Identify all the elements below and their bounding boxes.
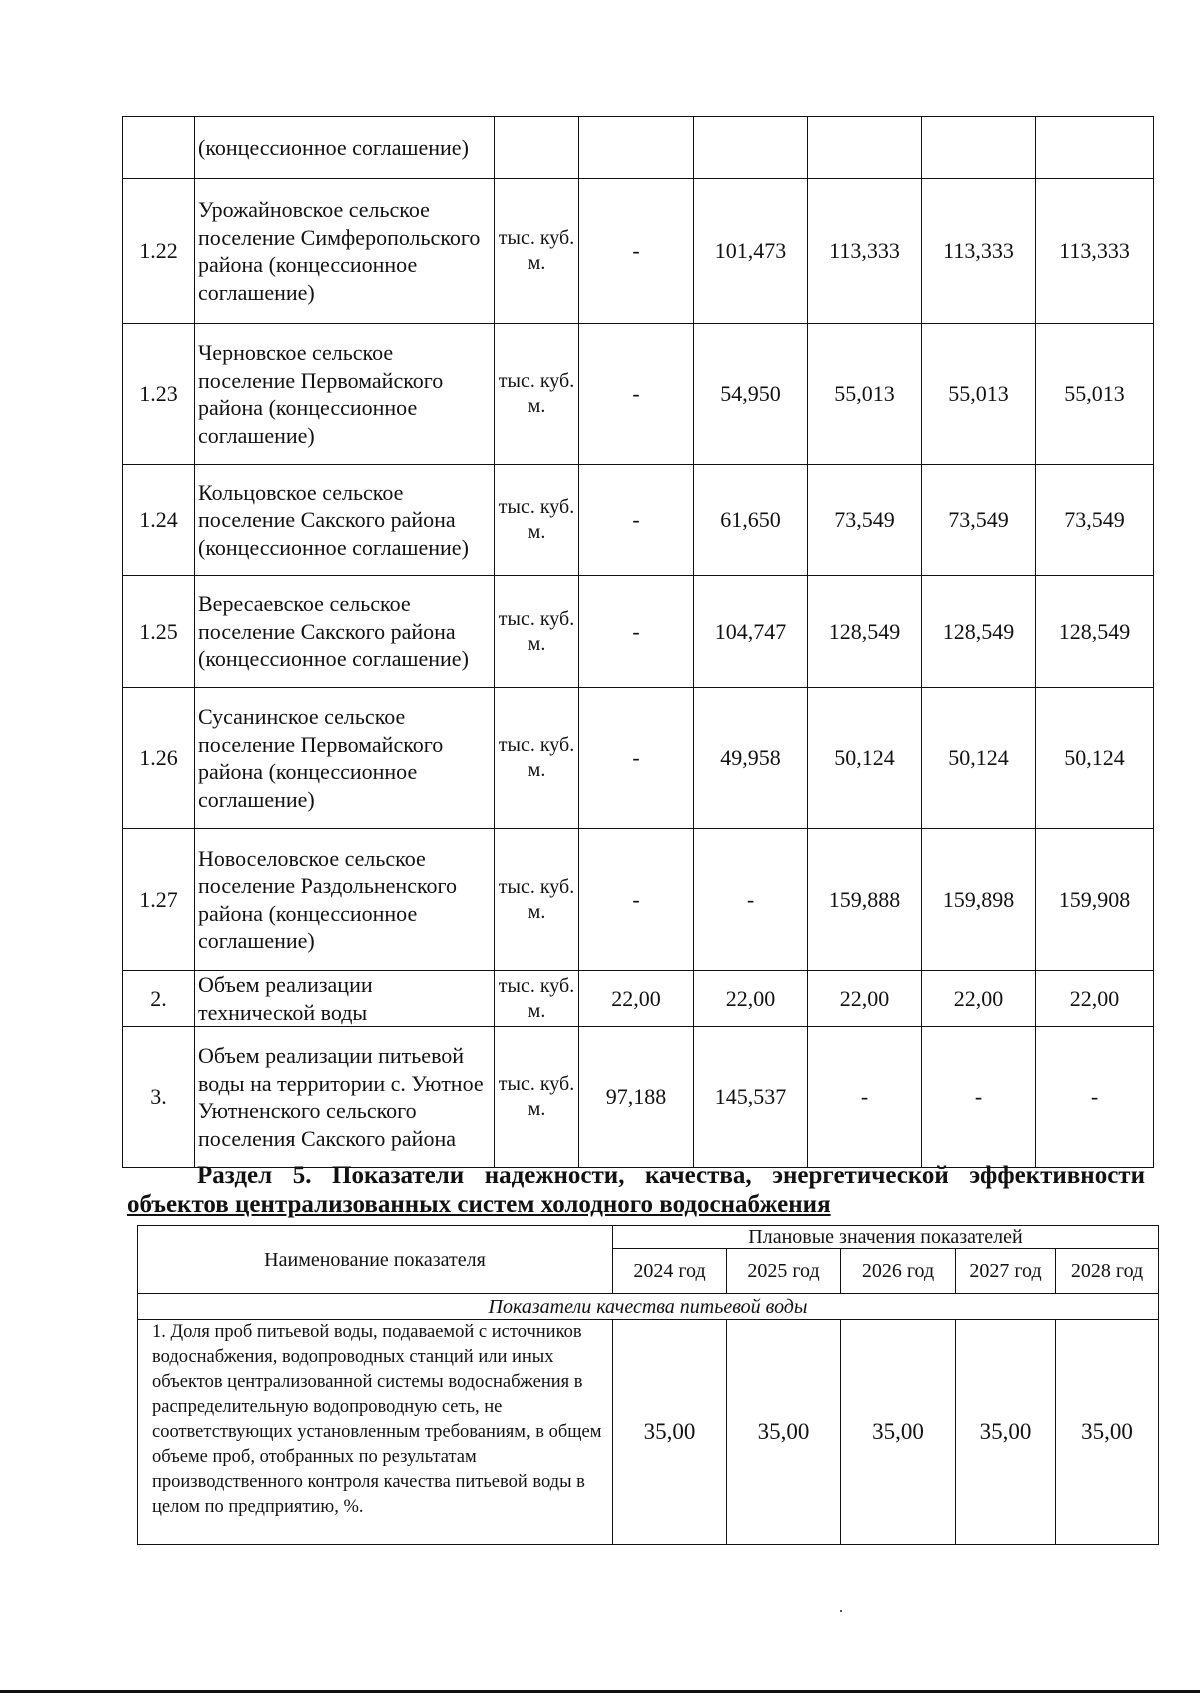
group-title: Показатели качества питьевой воды	[138, 1294, 1159, 1320]
row-number: 2.	[123, 971, 195, 1027]
indicator-value: 35,00	[841, 1320, 956, 1545]
table-row	[123, 829, 1154, 971]
row-number: 1.22	[123, 179, 195, 324]
indicator-value: 35,00	[727, 1320, 841, 1545]
row-value: 50,124	[808, 688, 922, 829]
row-name: Объем реализации технической воды	[195, 971, 495, 1027]
row-value: 22,00	[694, 971, 808, 1027]
row-unit: тыс. куб. м.	[495, 324, 579, 465]
table-row	[138, 1320, 1159, 1545]
water-volume-table	[122, 116, 1154, 1168]
row-unit: тыс. куб. м.	[495, 576, 579, 688]
row-name: Кольцовское сельское поселение Сакского района (концессионное соглашение)	[195, 465, 495, 576]
row-value: -	[579, 465, 694, 576]
row-value: 101,473	[694, 179, 808, 324]
table-row	[123, 465, 1154, 576]
row-unit: тыс. куб. м.	[495, 688, 579, 829]
row-value: 22,00	[579, 971, 694, 1027]
table-row	[123, 576, 1154, 688]
row-value: 73,549	[922, 465, 1036, 576]
row-value: 73,549	[808, 465, 922, 576]
row-value: 113,333	[808, 179, 922, 324]
row-value: 22,00	[922, 971, 1036, 1027]
row-value	[1036, 117, 1154, 179]
row-unit: тыс. куб. м.	[495, 179, 579, 324]
row-unit	[495, 117, 579, 179]
section-heading	[127, 1161, 1145, 1219]
indicator-value: 35,00	[613, 1320, 727, 1545]
row-value: 61,650	[694, 465, 808, 576]
row-value: 159,888	[808, 829, 922, 971]
row-value: 49,958	[694, 688, 808, 829]
row-name: Сусанинское сельское поселение Первомайского района (концессионное соглашение)	[195, 688, 495, 829]
row-value: -	[579, 688, 694, 829]
header-year: 2026 год	[841, 1249, 956, 1294]
row-name: Урожайновское сельское поселение Симферопольского района (концессионное соглашение)	[195, 179, 495, 324]
row-value: 104,747	[694, 576, 808, 688]
header-year: 2028 год	[1056, 1249, 1159, 1294]
row-number: 1.24	[123, 465, 195, 576]
row-value: -	[922, 1027, 1036, 1168]
row-value: 128,549	[808, 576, 922, 688]
row-value: -	[694, 829, 808, 971]
scan-speck	[840, 1610, 842, 1612]
row-name: Черновское сельское поселение Первомайского района (концессионное соглашение)	[195, 324, 495, 465]
row-value: 159,908	[1036, 829, 1154, 971]
table-row	[123, 324, 1154, 465]
row-unit: тыс. куб. м.	[495, 829, 579, 971]
row-value: -	[579, 179, 694, 324]
row-value: 22,00	[808, 971, 922, 1027]
row-unit: тыс. куб. м.	[495, 465, 579, 576]
table-row	[123, 179, 1154, 324]
row-value: 50,124	[1036, 688, 1154, 829]
row-value: 55,013	[1036, 324, 1154, 465]
row-number	[123, 117, 195, 179]
row-number: 1.27	[123, 829, 195, 971]
row-number: 1.23	[123, 324, 195, 465]
header-year: 2024 год	[613, 1249, 727, 1294]
header-planned-values: Плановые значения показателей	[613, 1226, 1159, 1249]
table-row	[123, 1027, 1154, 1168]
row-value: 50,124	[922, 688, 1036, 829]
section-heading-line-2: объектов централизованных систем холодного водоснабжения	[127, 1191, 831, 1218]
row-value: 22,00	[1036, 971, 1154, 1027]
row-value: -	[808, 1027, 922, 1168]
row-value: 97,188	[579, 1027, 694, 1168]
row-value: -	[579, 829, 694, 971]
header-indicator-name: Наименование показателя	[138, 1226, 613, 1294]
row-value: -	[579, 324, 694, 465]
row-value	[579, 117, 694, 179]
row-value: 159,898	[922, 829, 1036, 971]
indicator-value: 35,00	[1056, 1320, 1159, 1545]
row-value	[694, 117, 808, 179]
indicator-description: 1. Доля проб питьевой воды, подаваемой с источников водоснабжения, водопроводных станций или иных объектов централизованной системы водоснабжения в распределительную водопроводную сеть, не соответствующих установленным требованиям, в общем объеме проб, отобранных по результатам производственного контроля качества питьевой воды в целом по предприятию, %.	[138, 1320, 613, 1545]
header-year: 2027 год	[956, 1249, 1056, 1294]
table-row	[123, 688, 1154, 829]
row-unit: тыс. куб. м.	[495, 1027, 579, 1168]
row-value: 55,013	[922, 324, 1036, 465]
indicator-value: 35,00	[956, 1320, 1056, 1545]
row-value: 73,549	[1036, 465, 1154, 576]
row-value: 145,537	[694, 1027, 808, 1168]
row-number: 3.	[123, 1027, 195, 1168]
page-bottom-rule	[0, 1690, 1200, 1693]
row-number: 1.25	[123, 576, 195, 688]
section-heading-line-1: Раздел 5. Показатели надежности, качества, энергетической эффективности	[197, 1162, 1145, 1189]
table-row	[123, 117, 1154, 179]
table-row	[123, 971, 1154, 1027]
row-value: 55,013	[808, 324, 922, 465]
row-value: 128,549	[922, 576, 1036, 688]
row-name: (концессионное соглашение)	[195, 117, 495, 179]
row-unit: тыс. куб. м.	[495, 971, 579, 1027]
row-value: 113,333	[922, 179, 1036, 324]
row-value: -	[579, 576, 694, 688]
header-year: 2025 год	[727, 1249, 841, 1294]
row-name: Новоселовское сельское поселение Раздольненского района (концессионное соглашение)	[195, 829, 495, 971]
row-value: -	[1036, 1027, 1154, 1168]
row-value: 128,549	[1036, 576, 1154, 688]
row-value	[808, 117, 922, 179]
row-value: 113,333	[1036, 179, 1154, 324]
row-value	[922, 117, 1036, 179]
quality-indicators-table	[137, 1225, 1159, 1545]
row-value: 54,950	[694, 324, 808, 465]
row-number: 1.26	[123, 688, 195, 829]
row-name: Объем реализации питьевой воды на территории с. Уютное Уютненского сельского поселения Сакского района	[195, 1027, 495, 1168]
row-name: Вересаевское сельское поселение Сакского района (концессионное соглашение)	[195, 576, 495, 688]
